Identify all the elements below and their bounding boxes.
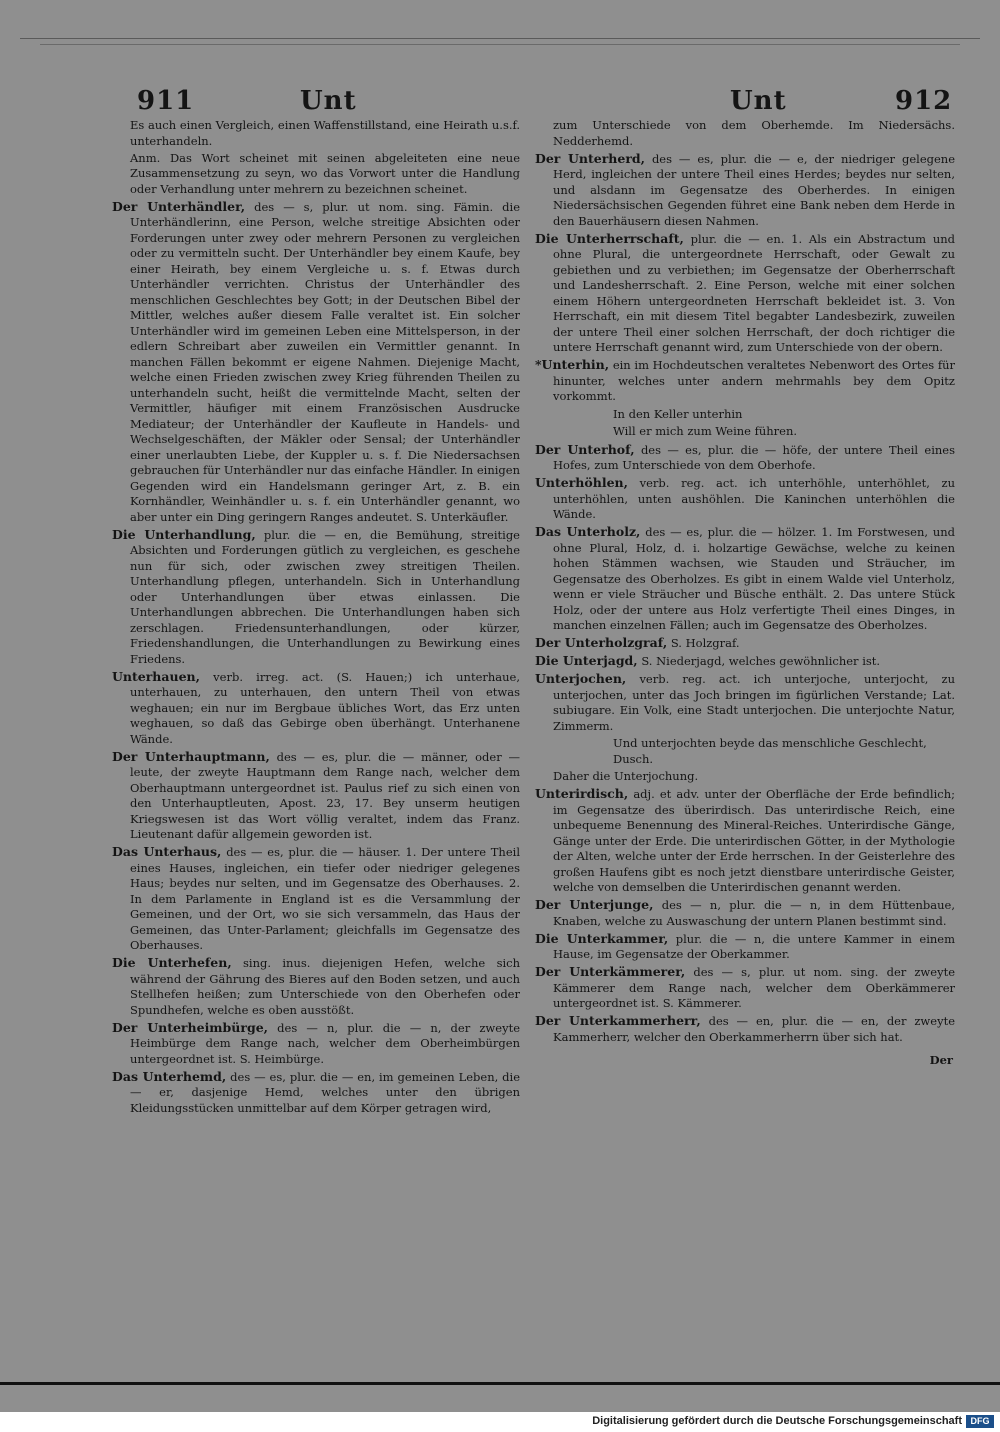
entry-headword: Der Unterholzgraf, <box>535 635 668 650</box>
dictionary-entry <box>112 527 520 668</box>
verse-quote: Und unterjochten beyde das menschliche Geschlecht, Dusch. <box>613 736 927 766</box>
entry-definition: adj. et adv. unter der Oberfläche der Erde befindlich; im Gegensatze des überirdisch. Das unterirdische Reich, eine unbequeme Benennung des Mineral-Reiches. Unterirdische Gänge, Gänge unter der Erde. Die unterirdischen Götter, in der Mythologie der Alten, welche unter der Erde herrschen. In der Geisterlehre des großen Haufens gibt es noch jetzt dienstbare unterirdische Geister, welche von demselben die Unterirdischen genannt werden. <box>553 787 955 894</box>
entry-definition: des — es, plur. die — häuser. 1. Der untere Theil eines Hauses, ingleichen, ein tiefer oder niedriger gelegenes Haus; beydes nur selten, und im Gegensatze des Oberhauses. 2. In dem Parlamente in England ist es die Versammlung der Gemeinen, und der Ort, wo sie sich versammeln, das Haus der Gemeinen, das Unter-Parlament; gleichfalls im Gegensatze des Oberhauses. <box>130 845 521 952</box>
footer-credit: Digitalisierung gefördert durch die Deutsche Forschungsgemeinschaft <box>592 1415 962 1427</box>
entry-definition: verb. reg. act. ich unterhöhle, unterhöhlet, zu unterhöhlen, unten aushöhlen. Die Kaninchen unterhöhlen die Wände. <box>553 476 955 521</box>
entry-definition: plur. die — n, die untere Kammer in einem Hause, im Gegensatze der Oberkammer. <box>553 931 956 961</box>
dictionary-entry <box>535 357 955 405</box>
entry-definition: S. Niederjagd, welches gewöhnlicher ist. <box>641 654 881 668</box>
entry-headword: Unterhöhlen, <box>535 475 628 490</box>
dictionary-entry <box>535 964 955 1012</box>
dictionary-entry <box>535 653 955 670</box>
entry-headword: Der Unterhauptmann, <box>112 748 270 764</box>
page-bottom-rule <box>0 1382 1000 1385</box>
right-column <box>535 118 955 1069</box>
entry-definition: des — es, plur. die — e, der niedriger gelegene Herd, ingleichen der untere Theil eines Herdes; beydes nur selten, und alsdann im Gegensatze des Oberherdes. In einigen Niedersächsischen Gegenden führet eine Bank neben dem Herde in den Bauerhäusern diesen Nahmen. <box>553 151 955 228</box>
dictionary-entry <box>535 1013 955 1045</box>
dictionary-entry <box>535 671 955 734</box>
dictionary-entry <box>535 786 955 896</box>
entry-headword: Die Unterhandlung, <box>112 526 256 542</box>
entry-definition: sing. inus. diejenigen Hefen, welche sich während der Gährung des Bieres auf den Boden setzen, und auch Stellhefen heißen; zum Unterschiede von den Oberhefen oder Spundhefen, welche es oben ausstößt. <box>130 956 520 1017</box>
entry-headword: Unterhauen, <box>112 668 200 684</box>
entry-headword: Die Unterhefen, <box>112 955 232 970</box>
catchword: Der <box>929 1053 953 1067</box>
annotation-note: Anm. Das Wort scheinet mit seinen abgeleiteten eine neue Zusammensetzung zu seyn, wo das Vorwort unter die Handlung oder Verhandlung unter mehrern zu bezeichnen scheinet. <box>130 150 520 196</box>
entry-definition: des — es, plur. die — en, im gemeinen Leben, die — er, dasjenige Hemd, welches unter den übrigen Kleidungsstücken unmittelbar auf dem Körper getragen wird, <box>130 1069 521 1115</box>
dictionary-entry <box>535 442 955 474</box>
dictionary-entry <box>535 151 955 230</box>
dictionary-entry <box>112 749 520 843</box>
entry-definition: des — s, plur. ut nom. sing. der zweyte Kämmerer dem Range nach, welcher dem Oberkämmerer untergeordnet ist. S. Kämmerer. <box>553 965 955 1010</box>
dfg-logo: DFG <box>966 1415 994 1428</box>
running-head-left: Unt <box>300 86 357 116</box>
entry-headword: Die Unterkammer, <box>535 930 669 946</box>
page-edge-line-inner <box>40 44 960 45</box>
entry-definition: ein im Hochdeutschen veraltetes Nebenwort des Ortes für hinunter, welches unter andern mehrmahls bey dem Opitz vorkommt. <box>553 358 956 403</box>
dictionary-entry <box>535 635 955 652</box>
entry-headword: Der Unterkammerherr, <box>535 1013 701 1028</box>
entry-definition: des — en, plur. die — en, der zweyte Kammerherr, welcher den Oberkammerherrn über sich hat. <box>553 1014 956 1044</box>
dictionary-entry <box>112 1020 520 1068</box>
entry-headword: Der Unterhof, <box>535 441 635 457</box>
entry-headword: *Unterhin, <box>535 357 610 372</box>
dictionary-entry <box>112 669 520 748</box>
entry-definition: S. Holzgraf. <box>670 636 740 650</box>
entry-headword: Die Unterjagd, <box>535 653 638 668</box>
page-number-right: 912 <box>895 86 953 116</box>
page-edge-line <box>20 38 980 39</box>
dictionary-entry <box>535 931 955 963</box>
dictionary-entry <box>112 844 520 954</box>
verse-quote: In den Keller unterhin <box>613 406 743 421</box>
continued-text: Daher die Unterjochung. <box>553 769 699 783</box>
entry-headword: Unterjochen, <box>535 671 627 686</box>
continued-text: zum Unterschiede von dem Oberhemde. Im Niedersächs. Nedderhemd. <box>553 118 955 148</box>
left-column <box>112 118 520 1118</box>
entry-headword: Der Unterjunge, <box>535 897 654 912</box>
entry-definition: des — es, plur. die — männer, oder — leute, der zweyte Hauptmann dem Range nach, welcher dem Oberhauptmann untergeordnet ist. Paulus rief zu sich einen von den Unterhauptleuten, Apost. 23, 17. Bey unserm heutigen Kriegswesen ist das Wort völlig veraltet, indem das Franz. Lieutenant dafür allgemein geworden ist. <box>130 749 521 841</box>
entry-headword: Der Unterherd, <box>535 150 646 166</box>
continued-text: Es auch einen Vergleich, einen Waffenstillstand, eine Heirath u.s.f. unterhandeln. <box>130 118 520 148</box>
dictionary-entry <box>535 475 955 523</box>
entry-headword: Der Unterkämmerer, <box>535 964 686 979</box>
verse-quote: Will er mich zum Weine führen. <box>613 424 798 438</box>
entry-definition: des — s, plur. ut nom. sing. Fämin. die Unterhändlerinn, eine Person, welche streitige Absichten oder Forderungen unter zwey oder mehrern Personen zu vergleichen oder zu vermitteln sucht. Der Unterhändler bey einem Kaufe, bey einer Heirath, bey einem Vergleiche u. s. f. Etwas durch Unterhändler verrichten. Christus der Unterhändler des menschlichen Geschlechtes bey Gott; in der Deutschen Bibel der Mittler, welches außer diesem Falle veraltet ist. Ein solcher Unterhändler wird im gemeinen Leben eine Mittelsperson, in der edlern Schreibart aber zuweilen ein Vermittler genannt. In manchen Fällen bekommt er eigene Nahmen. Diejenige Macht, welche einen Frieden zwischen zwey Krieg führenden Theilen zu unterhandeln sucht, heißt die vermittelnde Macht, selten der Vermittler, häufiger mit einem Französischen Ausdrucke Mediateur; der Unterhändler der Kaufleute in Handels- und Wechselgeschäften, der Mäkler oder Sensal; der Unterhändler einer unerlaubten Liebe, der Kuppler u. s. f. Die Niedersachsen gebrauchen für Unterhändler nur das einfache Händler. In einigen Gegenden wird ein Handelsmann geringer Art, z. B. ein Kornhändler, Weinhändler u. s. f. ein Unterhändler genannt, wo aber unter ein Ding geringern Ranges andeutet. S. Unterkäufler. <box>130 199 521 524</box>
dictionary-entry <box>112 955 520 1018</box>
entry-definition: verb. irreg. act. (S. Hauen;) ich unterhaue, unterhauen, zu unterhauen, den untern Theil von etwas weghauen; ein nur im Bergbaue übliches Wort, das Erz unten weghauen, so daß das Gebirge oben überhängt. Unterhanene Wände. <box>130 669 521 746</box>
entry-headword: Das Unterholz, <box>535 524 641 539</box>
dictionary-entry <box>535 897 955 929</box>
entry-headword: Der Unterheimbürge, <box>112 1019 268 1035</box>
dictionary-entry <box>112 199 520 526</box>
entry-definition: des — es, plur. die — hölzer. 1. Im Forstwesen, und ohne Plural, Holz, d. i. holzartige Gewächse, welche zu keinen hohen Stämmen wachsen, wie Stauden und Sträucher, im Gegensatze des Oberholzes. Es gibt in einem Walde viel Unterholz, wenn er viele Sträucher und Büsche enthält. 2. Das untere Stück Holz, oder der untere aus Holz verfertigte Theil eines Dinges, in manchen einzelnen Fällen; auch im Gegensatze des Oberholzes. <box>553 525 955 632</box>
entry-definition: des — n, plur. die — n, in dem Hüttenbaue, Knaben, welche zu Auswaschung der untern Planen bestimmt sind. <box>553 898 956 928</box>
dictionary-entry <box>535 231 955 356</box>
entry-definition: des — es, plur. die — höfe, der untere Theil eines Hofes, zum Unterschiede von dem Oberhofe. <box>553 442 955 472</box>
dictionary-entry <box>535 524 955 634</box>
entry-headword: Das Unterhaus, <box>112 844 222 859</box>
running-head-right: Unt <box>730 86 787 116</box>
entry-definition: verb. reg. act. ich unterjoche, unterjocht, zu unterjochen, unter das Joch bringen im figürlichen Verstande; Lat. subiugare. Ein Volk, eine Stadt unterjochen. Die unterjochte Natur, Zimmerm. <box>553 672 955 733</box>
entry-headword: Der Unterhändler, <box>112 198 246 214</box>
entry-definition: plur. die — en. 1. Als ein Abstractum und ohne Plural, die untergeordnete Herrschaft, oder Gewalt zu gebiethen und zu verbiethen; im Gegensatze der Oberherrschaft und Landesherrschaft. 2. Eine Person, welche mit einer solchen einem Höhern untergeordneten Herrschaft bekleidet ist. 3. Von Herrschaft, ein mit diesem Titel begabter Landesbezirk, zuweilen der untere Theil einer solchen Herrschaft, der doch richtiger die untere Herrschaft genannt wird, zum Unterschiede von der obern. <box>553 231 956 354</box>
entry-definition: des — n, plur. die — n, der zweyte Heimbürge dem Range nach, welcher dem Oberheimbürgen untergeordnet ist. S. Heimbürge. <box>130 1020 520 1066</box>
entry-headword: Die Unterherrschaft, <box>535 230 684 246</box>
entry-headword: Das Unterhemd, <box>112 1068 227 1084</box>
page-number-left: 911 <box>137 86 195 116</box>
entry-headword: Unterirdisch, <box>535 786 629 801</box>
dictionary-entry <box>112 1069 520 1117</box>
digitization-footer <box>0 1412 1000 1432</box>
entry-definition: plur. die — en, die Bemühung, streitige Absichten und Forderungen gütlich zu vergleichen, es geschehe nun für sich, oder zwischen zwey streitigen Theilen. Unterhandlung pflegen, unterhandeln. Sich in Unterhandlung oder Unterhandlungen über etwas einlassen. Die Unterhandlungen abbrechen. Die Unterhandlungen haben sich zerschlagen. Friedensunterhandlungen, oder kürzer, Friedenshandlungen, die Unterhandlungen zu Bewirkung eines Friedens. <box>130 527 520 666</box>
